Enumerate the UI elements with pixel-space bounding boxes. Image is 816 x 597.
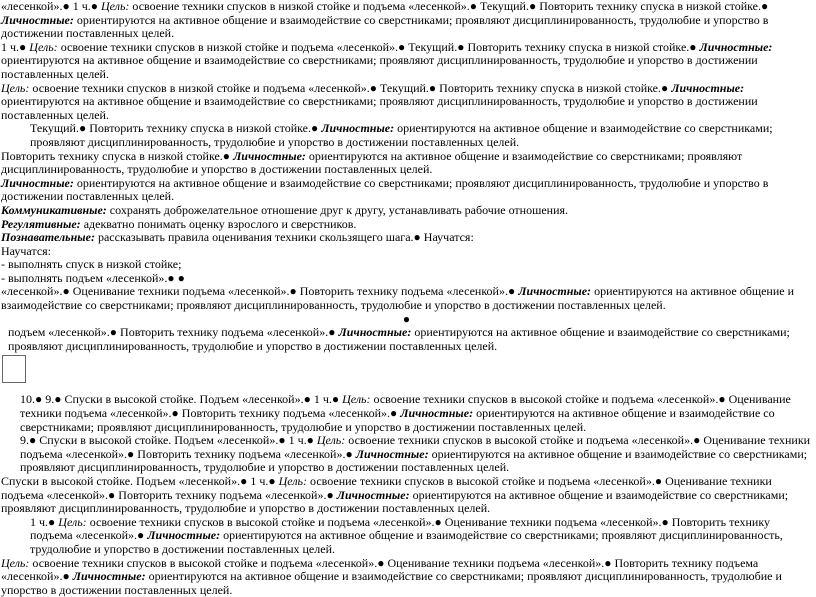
paragraph <box>0 150 812 177</box>
section-label: Личностные: <box>400 406 474 421</box>
paragraph <box>0 218 812 232</box>
text-run: рассказывать правила оценивания техники скользящего шага.● Научатся: <box>94 230 474 245</box>
text-run: освоение техники спусков в низкой стойке и подъема «лесенкой».● Текущий.● Повторить технику спуска в низкой стойке.● <box>129 0 769 13</box>
text-run: 1 ч.● <box>30 514 59 529</box>
text-run: адекватно понимать оценку взрослого и сверстников. <box>80 216 357 231</box>
goal-label: Цель: <box>58 514 87 529</box>
goal-label: Цель: <box>1 555 30 570</box>
paragraph <box>0 82 812 123</box>
section-label: Личностные: <box>355 446 429 461</box>
text-run: освоение техники спусков в высокой стойке и подъема «лесенкой».● Оценивание техники подъема «лесенкой».● Повторить технику подъема «лесенкой».● <box>20 392 791 421</box>
empty-frame-box <box>2 355 26 383</box>
paragraph <box>0 434 812 475</box>
text-run: ориентируются на активное общение и взаимодействие со сверстниками; проявляют дисциплинированность, трудолюбие и упорство в достижении поставленных целей. <box>30 121 773 149</box>
text-run: ориентируются на активное общение и взаимодействие со сверстниками; проявляют дисциплинированность, трудолюбие и упорство в достижении поставленных целей. <box>20 406 775 434</box>
text-run: - выполнять подъем «лесенкой».● ● <box>1 270 185 285</box>
paragraph <box>0 557 812 597</box>
paragraph <box>0 272 812 286</box>
paragraph <box>0 0 812 41</box>
paragraph <box>0 326 812 353</box>
section-label: Личностные: <box>321 121 395 136</box>
text-run: Научатся: <box>1 243 52 258</box>
goal-label: Цель: <box>278 474 308 488</box>
section-label: Личностные: <box>72 569 146 584</box>
text-run: «лесенкой».● 1 ч.● <box>1 0 102 13</box>
goal-label: Цель: <box>316 433 346 448</box>
text-run: ориентируются на активное общение и взаимодействие со сверстниками; проявляют дисциплинированность, трудолюбие и упорство в достижении поставленных целей. <box>1 148 743 177</box>
text-run: подъем «лесенкой».● Повторить технику подъема «лесенкой».● <box>8 325 339 340</box>
goal-label: Цель: <box>342 392 371 407</box>
paragraph <box>0 177 812 204</box>
text-run: ориентируются на активное общение и взаимодействие со сверстниками; проявляют дисциплинированность, трудолюбие и упорство в достижении поставленных целей. <box>1 94 758 122</box>
paragraph <box>0 258 812 272</box>
paragraph <box>0 41 812 82</box>
text-run: ориентируются на активное общение и взаимодействие со сверстниками; проявляют дисциплинированность, трудолюбие и упорство в достижении поставленных целей. <box>1 53 758 81</box>
text-run: сохранять доброжелательное отношение друг к другу, устанавливать рабочие отношения. <box>106 202 569 217</box>
paragraph <box>0 245 812 259</box>
section-label: Личностные: <box>699 39 773 54</box>
paragraph <box>0 516 812 557</box>
text-run: освоение техники спусков в высокой стойке и подъема «лесенкой».● Оценивание техники подъема «лесенкой».● Повторить технику подъема «лесенкой».● <box>20 433 811 461</box>
section-label: Регулятивные: <box>1 216 81 231</box>
text-run: Текущий.● Повторить технику спуска в низкой стойке.● <box>30 121 322 136</box>
paragraph <box>0 231 812 245</box>
text-run: Повторить технику спуска в низкой стойке.● <box>1 148 234 163</box>
text-run: ориентируются на активное общение и взаимодействие со сверстниками; проявляют дисциплинированность, трудолюбие и упорство в достижении поставленных целей. <box>1 487 789 516</box>
text-run: освоение техники спусков в низкой стойке и подъема «лесенкой».● Текущий.● Повторить технику спуска в низкой стойке.● <box>57 39 700 54</box>
paragraph <box>0 122 812 149</box>
section-label: Личностные: <box>671 80 745 95</box>
goal-label: Цель: <box>1 80 30 95</box>
paragraph <box>0 393 812 434</box>
text-run: ориентируются на активное общение и взаимодействие со сверстниками; проявляют дисциплинированность, трудолюбие и упорство в достижении поставленных целей. <box>30 528 783 556</box>
text-run: ● <box>402 311 411 326</box>
text-run: 1 ч.● <box>1 39 30 54</box>
goal-label: Цель: <box>101 0 130 13</box>
section-label: Личностные: <box>1 12 74 27</box>
text-run: освоение техники спусков в высокой стойке и подъема «лесенкой».● Оценивание техники подъема «лесенкой».● Повторить технику подъема «лесенкой».● <box>30 514 770 543</box>
section-label: Личностные: <box>1 175 74 190</box>
text-run: ориентируются на активное общение и взаимодействие со сверстниками; проявляют дисциплинированность, трудолюбие и упорство в достижении поставленных целей. <box>1 284 795 313</box>
text-run: ориентируются на активное общение и взаимодействие со сверстниками; проявляют дисциплинированность, трудолюбие и упорство в достижении поставленных целей. <box>1 175 769 204</box>
section-label: Личностные: <box>338 325 412 340</box>
text-run: 10.● 9.● Спуски в высокой стойке. Подъем «лесенкой».● 1 ч.● <box>20 392 343 407</box>
text-run: «лесенкой».● Оценивание техники подъема «лесенкой».● Повторить технику подъема «лесенкой».● <box>1 284 519 299</box>
text-run: 9.● Спуски в высокой стойке. Подъем «лесенкой».● 1 ч.● <box>20 433 317 448</box>
bullet-marker <box>0 313 812 327</box>
text-run: - выполнять спуск в низкой стойке; <box>1 257 182 272</box>
text-run: освоение техники спусков в высокой стойке и подъема «лесенкой».● Оценивание техники подъема «лесенкой».● Повторить технику подъема «лесенкой».● <box>1 474 772 502</box>
text-run: ориентируются на активное общение и взаимодействие со сверстниками; проявляют дисциплинированность, трудолюбие и упорство в достижении поставленных целей. <box>20 446 808 475</box>
text-run: освоение техники спусков в низкой стойке и подъема «лесенкой».● Текущий.● Повторить технику спуска в низкой стойке.● <box>29 80 672 95</box>
text-run: Спуски в высокой стойке. Подъем «лесенкой».● 1 ч.● <box>1 474 279 488</box>
text-run: ориентируются на активное общение и взаимодействие со сверстниками; проявляют дисциплинированность, трудолюбие и упорство в достижении поставленных целей. <box>1 569 782 597</box>
goal-label: Цель: <box>29 39 58 54</box>
section-label: Личностные: <box>233 148 306 163</box>
section-label: Личностные: <box>336 487 410 502</box>
section-label: Личностные: <box>518 284 592 299</box>
section-label: Коммуникативные: <box>1 202 107 217</box>
paragraph <box>0 204 812 218</box>
text-run: ориентируются на активное общение и взаимодействие со сверстниками; проявляют дисциплинированность, трудолюбие и упорство в достижении поставленных целей. <box>1 12 769 41</box>
text-run: освоение техники спусков в высокой стойке и подъема «лесенкой».● Оценивание техники подъема «лесенкой».● Повторить технику подъема «лесенкой».● <box>1 555 759 584</box>
section-label: Познавательные: <box>1 230 95 245</box>
paragraph <box>0 475 812 516</box>
paragraph <box>0 285 812 312</box>
section-label: Личностные: <box>147 528 221 543</box>
text-run: ориентируются на активное общение и взаимодействие со сверстниками; проявляют дисциплинированность, трудолюбие и упорство в достижении поставленных целей. <box>8 325 790 353</box>
